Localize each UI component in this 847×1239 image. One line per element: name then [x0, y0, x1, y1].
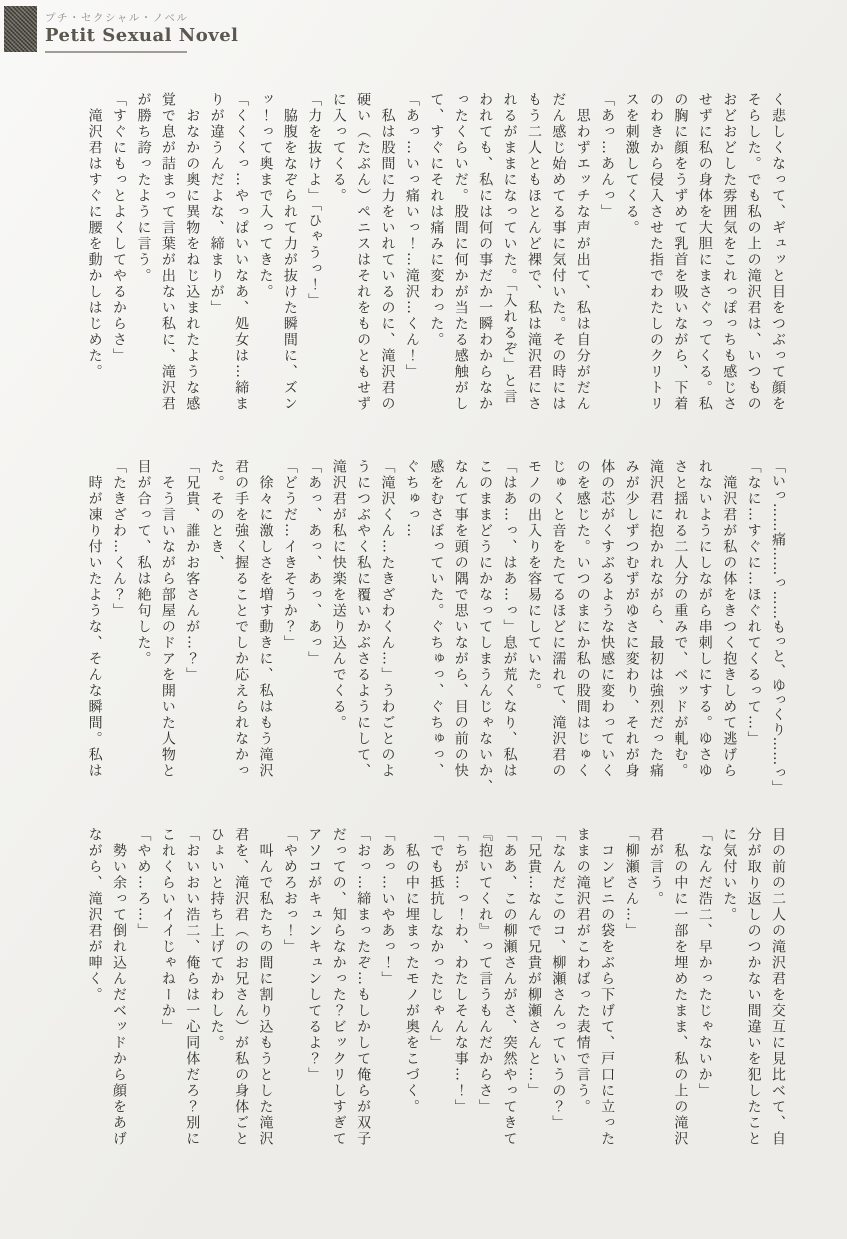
page-header	[4, 4, 238, 53]
text-column: に気付いた。	[721, 827, 738, 923]
text-column: 覚で息が詰まって言葉が出ない私に、滝沢君	[159, 92, 176, 412]
text-column: 「いっ……痛……っ……もっと、ゆっくり……っ」	[770, 459, 786, 796]
text-column: た。そのとき、	[208, 459, 225, 571]
text-column: 硬い（たぶん）ペニスはそれをものともせず	[355, 92, 372, 412]
text-column: 「柳瀬さん…」	[623, 827, 640, 939]
text-column: モノの出入りを容易にしていた。	[525, 459, 542, 699]
text-column: 「あっ…いやあっ！」	[379, 827, 396, 987]
text-column: 徐々に激しさを増す動きに、私はもう滝沢	[257, 459, 274, 779]
text-column: アソコがキュンキュンしてるよ？」	[306, 827, 323, 1083]
text-column: われても、私には何の事だか一瞬わからなか	[477, 92, 494, 412]
text-column: もう二人ともほとんど裸で、私は滝沢君にさ	[525, 92, 542, 412]
text-column: 「兄貴、誰かお客さんが…？」	[184, 459, 201, 683]
text-column: 思わずエッチな声が出て、私は自分がだん	[574, 92, 591, 412]
text-column: おどおどした雰囲気をこれっぽっちも感じさ	[721, 92, 738, 412]
text-column: 「あっ、あっ、あっ、あっ」	[306, 459, 323, 667]
text-column: の胸に顔をうずめて乳首を吸いながら、下着	[672, 92, 689, 412]
text-column: 「おっ…締まったぞ…もしかして俺らが双子	[355, 827, 372, 1147]
text-column: 「おいおい浩二、俺らは一心同体だろ？別に	[184, 827, 201, 1147]
text-column: 「ああ、この柳瀬さんがさ、突然やってきて	[501, 827, 518, 1147]
text-column: のを感じた。いつのまにか私の股間はじゅく	[574, 459, 591, 779]
text-column: 君の手を強く握ることでしか応えられなかっ	[233, 459, 250, 779]
text-column: 「なんだこのコ、柳瀬さんっていうの？」	[550, 827, 567, 1131]
text-column: そらした。でも私の上の滝沢君は、いつもの	[745, 92, 762, 412]
text-column: て、すぐにそれは痛みに変わった。	[428, 92, 445, 348]
text-column: ながら、滝沢君が呻く。	[86, 827, 103, 1003]
text-column: 「ちが…っ！わ、わたしそんな事…！」	[452, 827, 469, 1115]
text-column: 滝沢君が私の体をきつく抱きしめて逃げら	[721, 459, 738, 779]
text-column: ったくらいだ。股間に何かが当たる感触がし	[452, 92, 469, 412]
text-column: 「でも抵抗しなかったじゃん」	[428, 827, 445, 1051]
text-column: だっての、知らなかった？ビックリしすぎて	[330, 827, 347, 1147]
text-column: 目が合って、私は絶句した。	[135, 459, 152, 667]
text-block-1	[82, 92, 790, 428]
text-column: 「はあ…っ、はあ…っ」息が荒くなり、私は	[501, 459, 518, 779]
text-column: 目の前の二人の滝沢君を交互に見比べて、自	[770, 827, 786, 1147]
text-column: 「兄貴…なんで兄貴が柳瀬さんと…」	[525, 827, 542, 1099]
text-column: 時が凍り付いたような、そんな瞬間。私は	[86, 459, 103, 779]
text-column: れないようにしながら串刺しにする。ゆさゆ	[696, 459, 713, 779]
text-column: 「あっ…いっ痛いっ！…滝沢…くん！」	[403, 92, 420, 380]
text-column: 体の芯がくすぶるような快感に変わっていく	[599, 459, 616, 779]
text-column: みが少しずつむずがゆさに変わり、それが身	[623, 459, 640, 779]
text-column: 私は股間に力をいれているのに、滝沢君の	[379, 92, 396, 412]
text-column: 滝沢君が私に快楽を送り込んでくる。	[330, 459, 347, 731]
text-column: コンビニの袋をぶら下げて、戸口に立った	[599, 827, 616, 1147]
text-column: ぐちゅっ…	[403, 459, 420, 539]
text-column: 君が言う。	[647, 827, 664, 907]
text-block-3	[82, 827, 790, 1163]
text-column: だん感じ始めてる事に気付いた。その時には	[550, 92, 567, 412]
text-column: に入ってくる。	[330, 92, 347, 204]
text-column: 感をむさぼっていた。ぐちゅっ、ぐちゅっ、	[428, 459, 445, 779]
series-title-japanese: プチ・セクシャル・ノベル	[45, 12, 189, 24]
text-column: 「滝沢くん…たきざわくん…」うわごとのよ	[379, 459, 396, 779]
text-column: ひょいと持ち上げてかわした。	[208, 827, 225, 1051]
text-column: 「たきざわ…くん？」	[111, 459, 128, 619]
text-column: 私の中に一部を埋めたまま、私の上の滝沢	[672, 827, 689, 1147]
text-column: が勝ち誇ったように言う。	[135, 92, 152, 284]
text-column: ッ！って奥まで入ってきた。	[257, 92, 274, 300]
text-column: うにつぶやく私に覆いかぶさるようにして、	[355, 459, 372, 779]
series-title-english: Petit Sexual Novel	[45, 25, 239, 46]
text-column: れるがままになっていた。「入れるぞ」と言	[501, 92, 518, 405]
text-column: さと揺れる二人分の重みで、ベッドが軋む。	[672, 459, 689, 779]
text-column: 「どうだ…イきそうか？」	[281, 459, 298, 651]
text-column: そう言いながら部屋のドアを開いた人物と	[159, 459, 176, 779]
text-column: 滝沢君に抱かれながら、最初は強烈だった痛	[647, 459, 664, 779]
header-titles	[45, 4, 238, 53]
text-column: 「なんだ浩二、早かったじゃないか」	[696, 827, 713, 1099]
text-column: 私の中に埋まったモノが奥をこづく。	[403, 827, 420, 1115]
text-column: 君を、滝沢君（のお兄さん）が私の身体ごと	[233, 827, 250, 1147]
text-column: 「あっ…あんっ」	[599, 92, 616, 220]
text-block-2	[82, 459, 790, 795]
text-column: 「やめろおっ！」	[281, 827, 298, 955]
text-column: おなかの奥に異物をねじ込まれたような感	[184, 92, 201, 412]
text-column: なんて事を頭の隅で思いながら、目の前の快	[452, 459, 469, 779]
text-column: 「くくくっ…やっぱいいなあ、処女は…締ま	[233, 92, 250, 412]
text-column: 「なに…すぐに…ほぐれてくるって…」	[745, 459, 762, 747]
text-column: 「すぐにもっとよくしてやるからさ」	[111, 92, 128, 364]
text-column: 「やめ…ろ…」	[135, 827, 152, 939]
text-column: く悲しくなって、ギュッと目をつぶって顔を	[770, 92, 786, 412]
header-underline	[45, 51, 187, 53]
text-column: じゅくと音をたてるほどに濡れて、滝沢君の	[550, 459, 567, 779]
text-column: のわきから侵入させた指でわたしのクリトリ	[647, 92, 664, 412]
text-column: 『抱いてくれ』って言うもんだからさ」	[477, 827, 494, 1115]
text-column: 滝沢君はすぐに腰を動かしはじめた。	[86, 92, 103, 380]
halftone-square-icon	[4, 6, 37, 52]
text-column: 脇腹をなぞられて力が抜けた瞬間に、ズン	[281, 92, 298, 412]
text-column: ままの滝沢君がこわばった表情で言う。	[574, 827, 591, 1115]
text-column: 分が取り返しのつかない間違いを犯したこと	[745, 827, 762, 1147]
text-column: このままどうにかなってしまうんじゃないか、	[477, 459, 494, 795]
text-column: 叫んで私たちの間に割り込もうとした滝沢	[257, 827, 274, 1147]
text-column: 勢い余って倒れ込んだベッドから顔をあげ	[111, 827, 128, 1147]
text-column: 「力を抜けよ」「ひゃうっ！」	[306, 92, 323, 309]
text-column: これくらいイイじゃねーか」	[159, 827, 176, 1035]
text-column: スを刺激してくる。	[623, 92, 640, 236]
text-column: せずに私の身体を大胆にまさぐってくる。私	[696, 92, 713, 412]
text-column: りが違うんだよな、締まりが」	[208, 92, 225, 316]
